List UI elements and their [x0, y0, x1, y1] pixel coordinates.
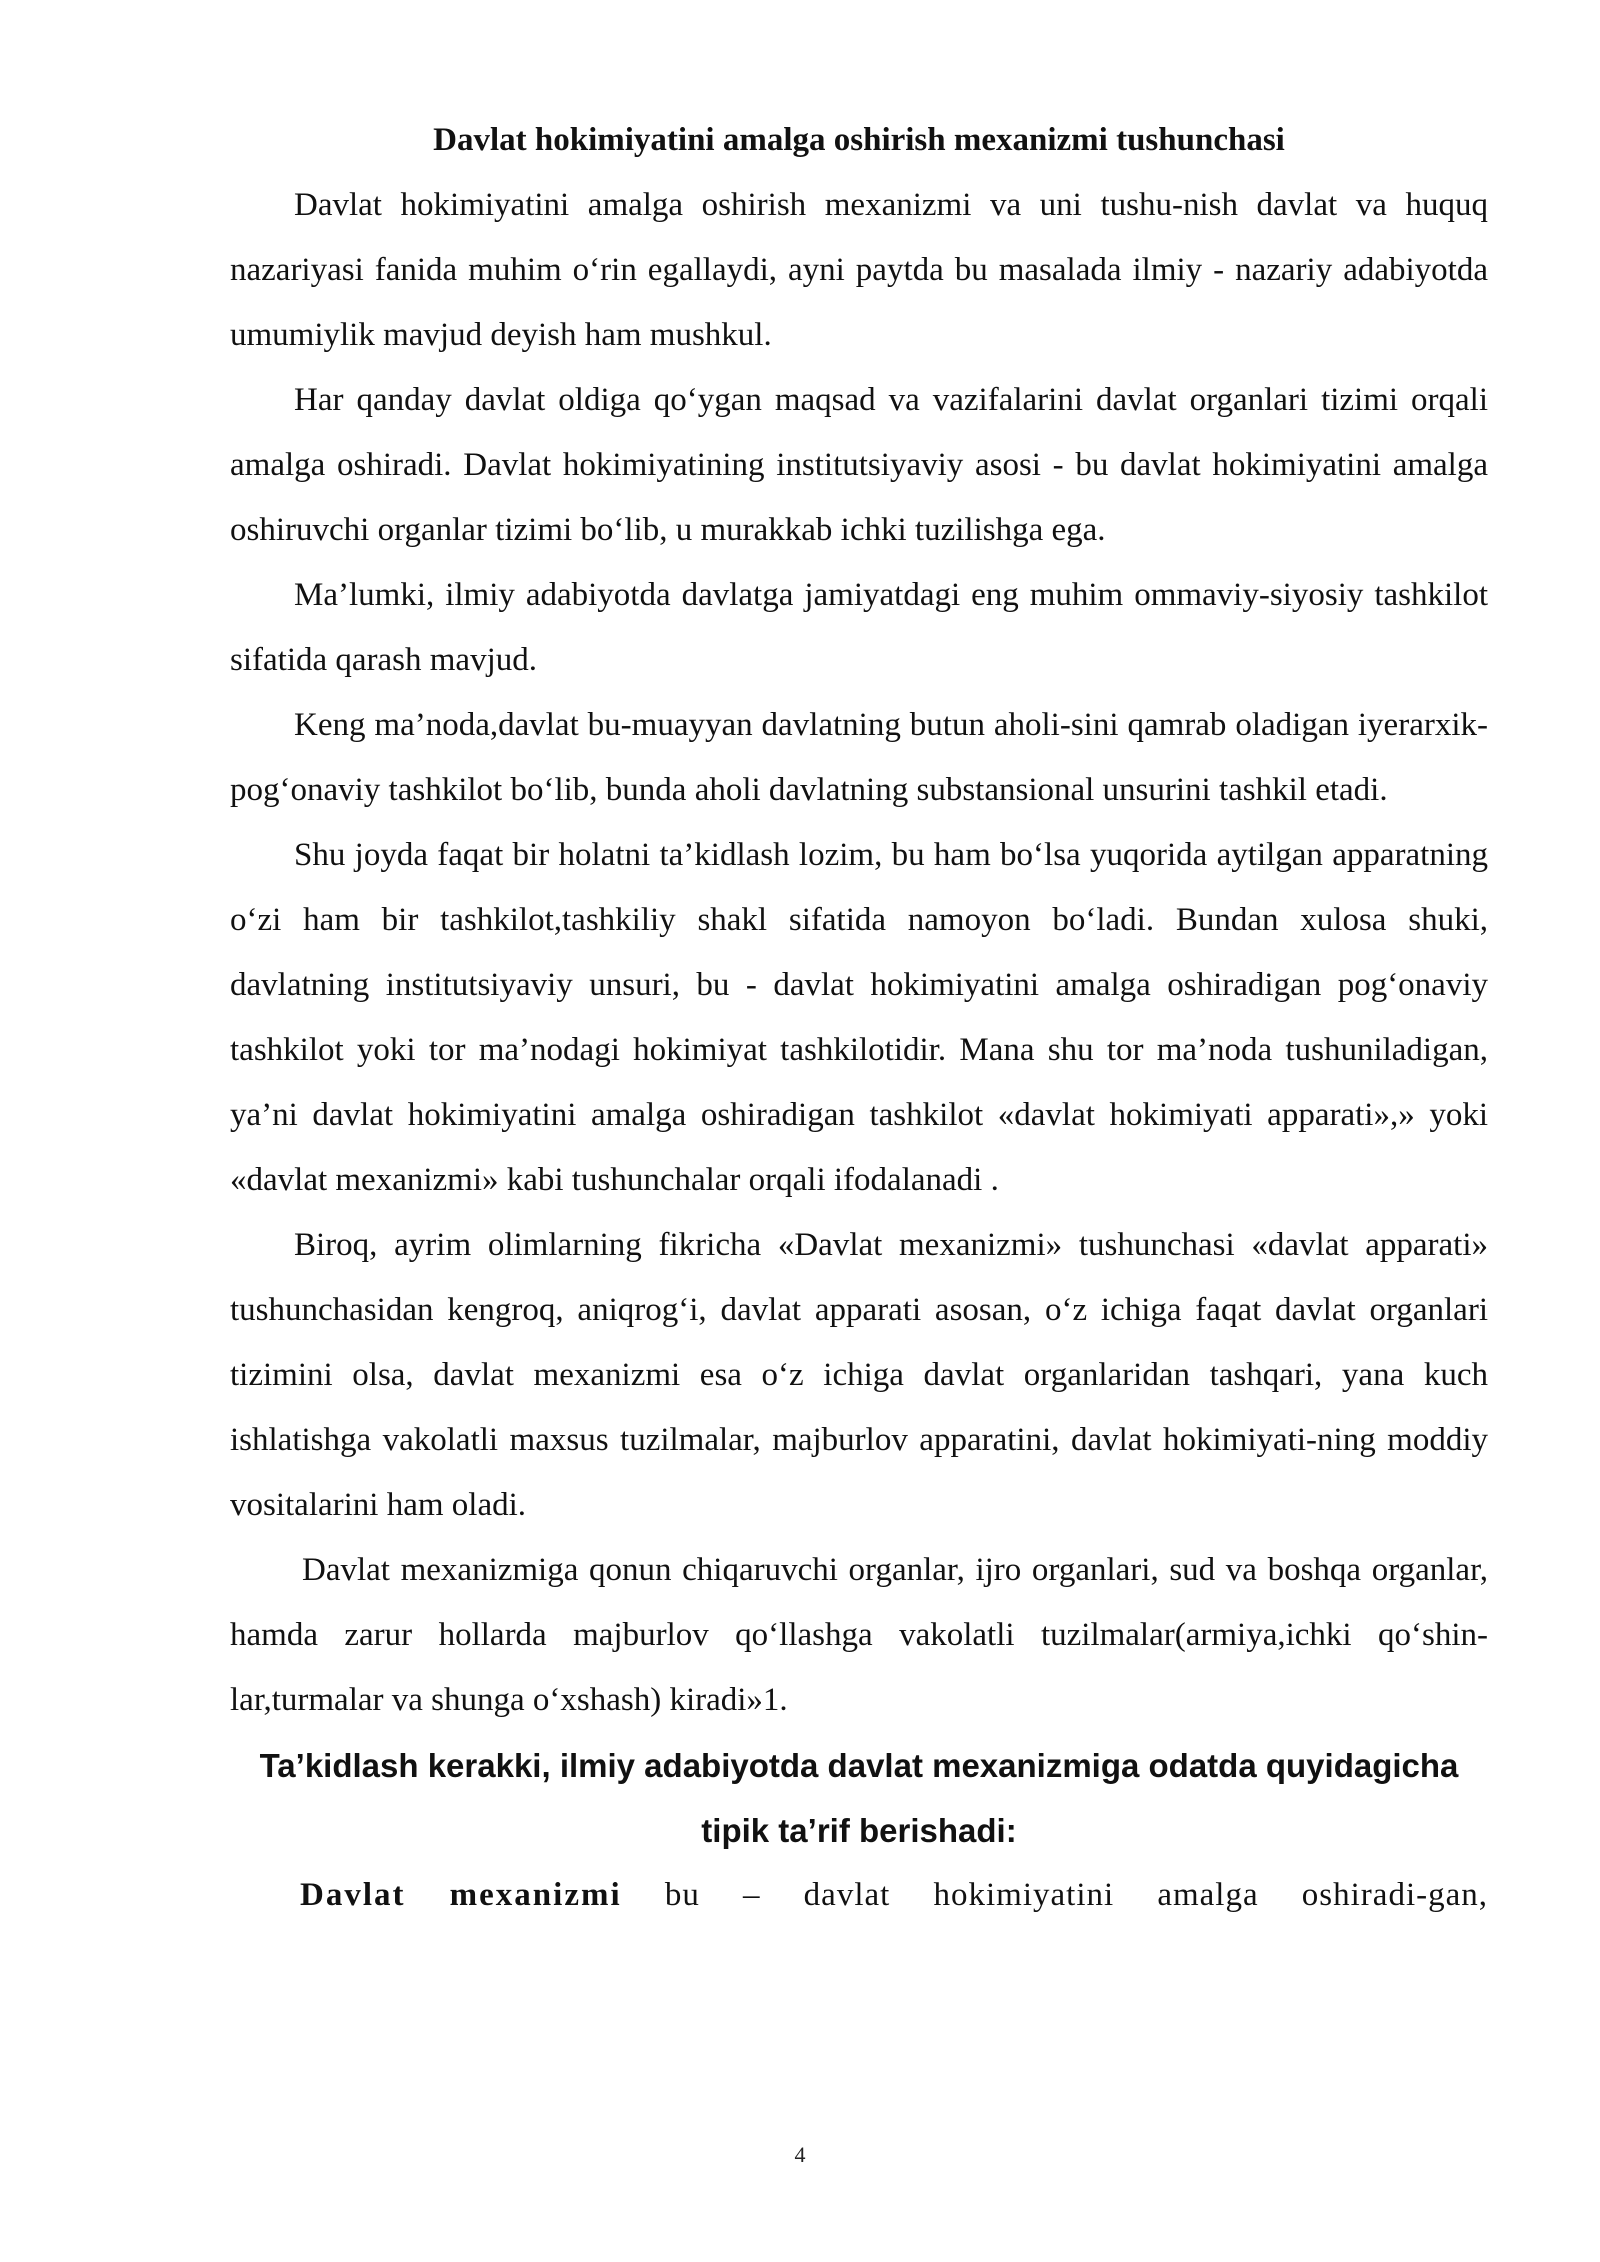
paragraph-4: Keng ma’noda,davlat bu-muayyan davlatning butun aholi-sini qamrab oladigan iyerarxik- pog‘onaviy tashkilot bo‘lib, bunda aholi davlatning substansional unsurini tashkil etadi.: [230, 707, 1488, 808]
paragraph-3: Ma’lumki, ilmiy adabiyotda davlatga jamiyatdagi eng muhim ommaviy-siyosiy tashkilot sifatida qarash mavjud.: [230, 577, 1488, 678]
paragraph-5: Shu joyda faqat bir holatni ta’kidlash lozim, bu ham bo‘lsa yuqorida aytilgan apparatning o‘zi ham bir tashkilot,tashkiliy shakl sifatida namoyon bo‘ladi. Bundan xulosa shuki, davlatning institutsiyaviy unsuri, bu - davlat hokimiyatini amalga oshiradigan pog‘onaviy tashkilot yoki tor ma’nodagi hokimiyat tashkilotidir. Mana shu tor ma’noda tushuniladigan, ya’ni davlat hokimiyatini amalga oshiradigan tashkilot «davlat hokimiyati apparati»,» yoki «davlat mexanizmi» kabi tushunchalar orqali ifodalanadi .: [230, 837, 1488, 1198]
paragraph-2: Har qanday davlat oldiga qo‘ygan maqsad va vazifalarini davlat organlari tizimi orqali amalga oshiradi. Davlat hokimiyatining institutsiyaviy asosi - bu davlat hokimiyatini amalga oshiruvchi organlar tizimi bo‘lib, u murakkab ichki tuzilishga ega.: [230, 382, 1488, 548]
section-subtitle: Ta’kidlash kerakki, ilmiy adabiyotda davlat mexanizmiga odatda quyidagicha tipik ta’rif berishadi:: [259, 1747, 1459, 1849]
paragraph-6: Biroq, ayrim olimlarning fikricha «Davlat mexanizmi» tushunchasi «davlat apparati» tushunchasidan kengroq, aniqrog‘i, davlat apparati asosan, o‘z ichiga faqat davlat organlari tizimini olsa, davlat mexanizmi esa o‘z ichiga davlat organlaridan tashqari, yana kuch ishlatishga vakolatli maxsus tuzilmalar, majburlov apparatini, davlat hokimiyati-ning moddiy vositalarini ham oladi.: [230, 1227, 1488, 1523]
document-body: [230, 108, 1488, 1928]
document-title: Davlat hokimiyatini amalga oshirish mexanizmi tushunchasi: [433, 122, 1285, 158]
paragraph-7: Davlat mexanizmiga qonun chiqaruvchi organlar, ijro organlari, sud va boshqa organlar, hamda zarur hollarda majburlov qo‘llashga vakolatli tuzilmalar(armiya,ichki qo‘shin-lar,turmalar va shunga o‘xshash) kiradi»1.: [230, 1552, 1488, 1718]
paragraph-1: Davlat hokimiyatini amalga oshirish mexanizmi va uni tushu-nish davlat va huquq nazariyasi fanida muhim o‘rin egallaydi, ayni paytda bu masalada ilmiy - nazariy adabiyotda umumiylik mavjud deyish ham mushkul.: [230, 187, 1488, 353]
definition-paragraph: [230, 1863, 1488, 1928]
definition-text: bu – davlat hokimiyatini amalga oshiradi-gan,: [621, 1877, 1488, 1913]
page-number: 4: [794, 2142, 806, 2167]
definition-term: Davlat mexanizmi: [300, 1877, 622, 1913]
